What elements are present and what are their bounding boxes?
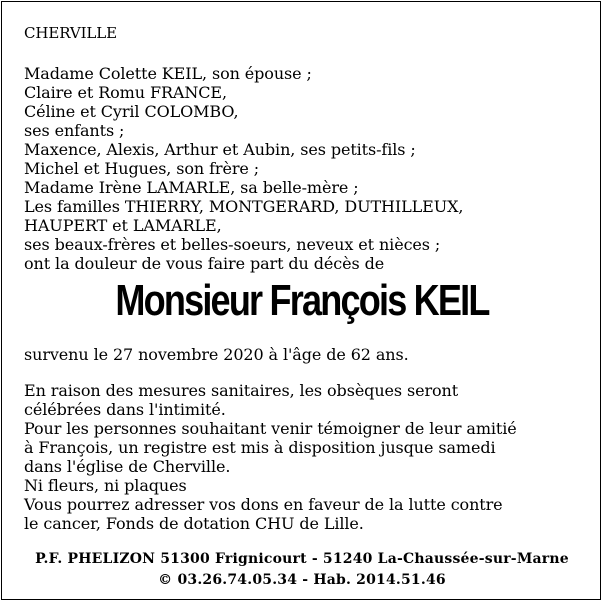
family-line: HAUPERT et LAMARLE, (24, 216, 222, 235)
funeral-home-contact: © 03.26.74.05.34 - Hab. 2014.51.46 (158, 572, 446, 588)
family-line: Madame Irène LAMARLE, sa belle-mère ; (24, 178, 359, 197)
details-line: Pour les personnes souhaitant venir témoigner de leur amitié (24, 419, 517, 438)
town-heading: CHERVILLE (24, 24, 117, 42)
details-line: Ni fleurs, ni plaques (24, 476, 187, 495)
funeral-home-line: P.F. PHELIZON 51300 Frignicourt - 51240 La-Chaussée-sur-Marne (35, 551, 569, 567)
family-list (24, 64, 584, 273)
family-line: Céline et Cyril COLOMBO, (24, 102, 239, 121)
family-line: Michel et Hugues, son frère ; (24, 159, 260, 178)
family-line: ses beaux-frères et belles-soeurs, neveux et nièces ; (24, 235, 441, 254)
family-line: ses enfants ; (24, 121, 125, 140)
family-line: ont la douleur de vous faire part du décès de (24, 254, 385, 273)
deceased-name: Monsieur François KEIL (115, 276, 489, 325)
family-line: Les familles THIERRY, MONTGERARD, DUTHILLEUX, (24, 197, 464, 216)
details-line: à François, un registre est mis à disposition jusque samedi (24, 438, 496, 457)
family-line: Claire et Romu FRANCE, (24, 83, 227, 102)
funeral-details (24, 381, 582, 533)
details-line: le cancer, Fonds de dotation CHU de Lille. (24, 514, 364, 533)
obituary-notice (1, 1, 601, 600)
details-line: Vous pourrez adresser vos dons en faveur de la lutte contre (24, 495, 503, 514)
family-line: Maxence, Alexis, Arthur et Aubin, ses petits-fils ; (24, 140, 416, 159)
details-line: En raison des mesures sanitaires, les obsèques seront (24, 381, 459, 400)
passing-date-line: survenu le 27 novembre 2020 à l'âge de 62 ans. (24, 345, 409, 364)
details-line: célébrées dans l'intimité. (24, 400, 226, 419)
details-line: dans l'église de Cherville. (24, 457, 231, 476)
family-line: Madame Colette KEIL, son épouse ; (24, 64, 312, 83)
